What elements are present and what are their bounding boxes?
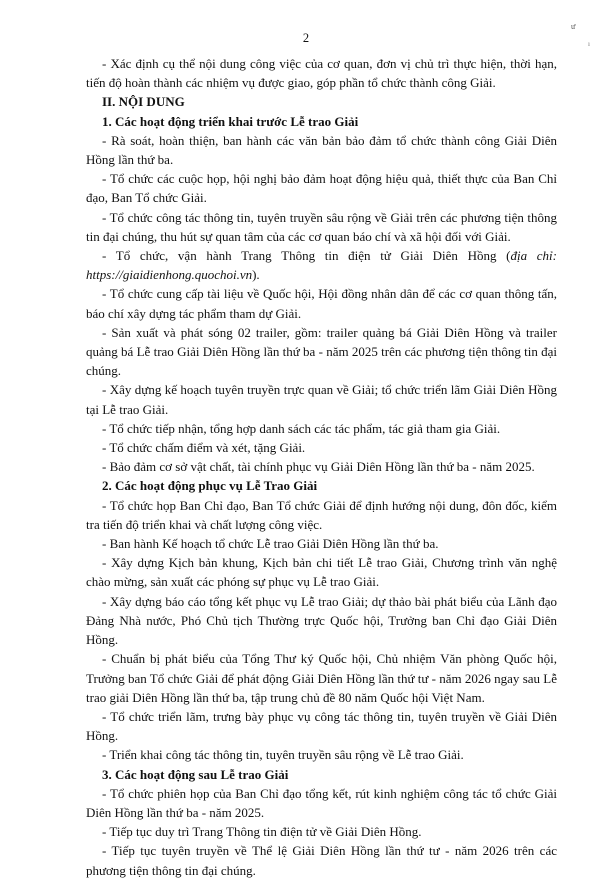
list-item: - Tổ chức các cuộc họp, hội nghị bảo đảm hoạt động hiệu quả, thiết thực của Ban Chỉ đạo, Ban Tổ chức Giải. (86, 171, 557, 206)
list-item: - Triển khai công tác thông tin, tuyên truyền sâu rộng về Lễ trao Giải. (102, 747, 464, 763)
list-item: - Tổ chức chấm điểm và xét, tặng Giải. (102, 440, 306, 456)
website-address: địa chỉ: https://giaidienhong.quochoi.vn (86, 248, 557, 283)
document-body (86, 54, 557, 880)
corner-mark-small: ı (588, 40, 590, 48)
list-item: - Tiếp tục tuyên truyền về Thể lệ Giải Diên Hồng lần thứ tư - năm 2026 trên các phương tiện thông tin đại chúng. (86, 843, 557, 878)
list-item: - Xây dựng kế hoạch tuyên truyền trực quan về Giải; tổ chức triển lãm Giải Diên Hồng tại Lễ trao Giải. (86, 382, 557, 417)
list-item: - Tổ chức triển lãm, trưng bày phục vụ công tác thông tin, tuyên truyền về Giải Diên Hồng. (86, 708, 557, 744)
list-item-website (86, 246, 557, 284)
page-number: 2 (302, 31, 310, 45)
subsection-heading-before: 1. Các hoạt động triển khai trước Lễ trao Giải (102, 113, 359, 129)
paragraph-objective: - Xác định cụ thể nội dung công việc của cơ quan, đơn vị chủ trì thực hiện, thời hạn, tiến độ hoàn thành các nhiệm vụ được giao, góp phần tổ chức thành công Giải. (86, 56, 557, 91)
list-item: - Rà soát, hoàn thiện, ban hành các văn bản bảo đảm tổ chức thành công Giải Diên Hồng lần thứ ba. (86, 132, 557, 168)
list-item: - Tổ chức họp Ban Chỉ đạo, Ban Tổ chức Giải để định hướng nội dung, đôn đốc, kiểm tra tiến độ triển khai và chất lượng công việc. (86, 497, 557, 532)
list-item: - Tổ chức cung cấp tài liệu về Quốc hội, Hội đồng nhân dân để các cơ quan thông tấn, báo chí xây dựng tác phẩm tham dự Giải. (86, 286, 557, 321)
subsection-heading-after: 3. Các hoạt động sau Lễ trao Giải (102, 766, 289, 782)
section-heading-content: II. NỘI DUNG (102, 94, 185, 110)
list-item: - Xây dựng Kịch bản khung, Kịch bản chi tiết Lễ trao Giải, Chương trình văn nghệ chào mừng, sản xuất các phóng sự phục vụ Lễ trao Giải. (86, 555, 557, 590)
list-item: - Xây dựng báo cáo tổng kết phục vụ Lễ trao Giải; dự thảo bài phát biểu của Lãnh đạo Đảng Nhà nước, Phó Chủ tịch Thường trực Quốc hội, Trưởng ban Chỉ đạo Giải Diên Hồng. (86, 593, 557, 648)
website-text: - Tổ chức, vận hành Trang Thông tin điện tử Giải Diên Hồng ( (102, 248, 511, 264)
list-item: - Bảo đảm cơ sở vật chất, tài chính phục vụ Giải Diên Hồng lần thứ ba - năm 2025. (102, 459, 535, 475)
website-tail: ). (252, 267, 260, 283)
list-item: - Ban hành Kế hoạch tổ chức Lễ trao Giải Diên Hồng lần thứ ba. (102, 536, 439, 552)
list-item: - Tổ chức tiếp nhận, tổng hợp danh sách các tác phẩm, tác giả tham gia Giải. (102, 420, 501, 436)
list-item: - Chuẩn bị phát biểu của Tổng Thư ký Quốc hội, Chủ nhiệm Văn phòng Quốc hội, Trưởng ban Tổ chức Giải để phát động Giải Diên Hồng lần thứ tư - năm 2026 ngay sau Lễ trao giải Diên Hồng lần thứ ba, tập trung chủ đề 80 năm Quốc hội Việt Nam. (86, 651, 557, 705)
corner-mark: ư (571, 22, 576, 31)
subsection-heading-during: 2. Các hoạt động phục vụ Lễ Trao Giải (102, 478, 318, 494)
list-item: - Sản xuất và phát sóng 02 trailer, gồm: trailer quảng bá Giải Diên Hồng và trailer quảng bá Lễ trao Giải Diên Hồng lần thứ ba - năm 2025 trên các phương tiện thông tin đại chúng. (86, 324, 557, 379)
list-item: - Tổ chức phiên họp của Ban Chỉ đạo tổng kết, rút kinh nghiệm công tác tổ chức Giải Diên Hồng lần thứ ba - năm 2025. (86, 785, 557, 820)
list-item: - Tổ chức công tác thông tin, tuyên truyền sâu rộng về Giải trên các phương tiện thông tin đại chúng, thu hút sự quan tâm của các cơ quan báo chí và xã hội đối với Giải. (86, 209, 557, 244)
list-item: - Tiếp tục duy trì Trang Thông tin điện tử về Giải Diên Hồng. (102, 824, 422, 840)
